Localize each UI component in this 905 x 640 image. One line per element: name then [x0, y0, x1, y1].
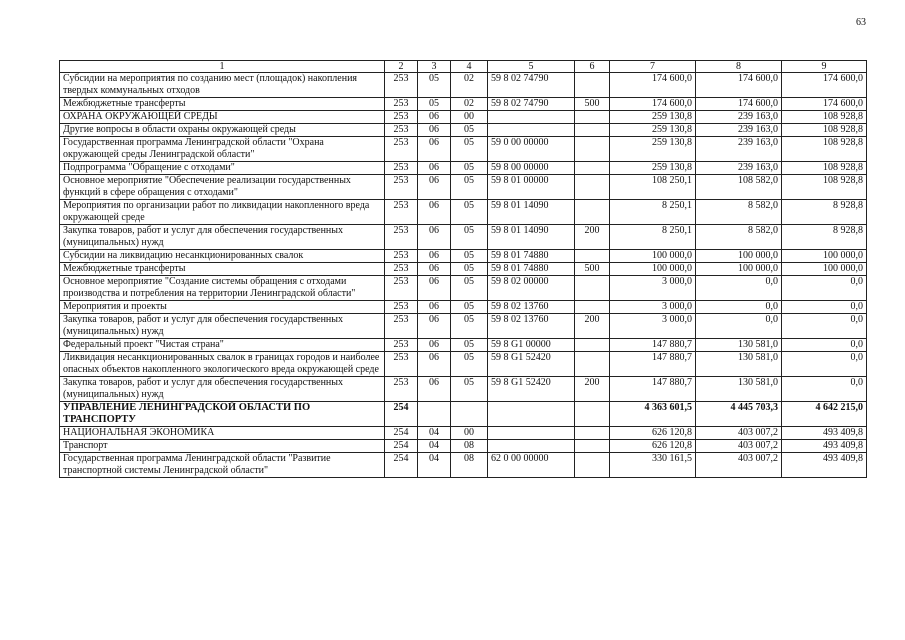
row-amount-year2: 403 007,2 — [696, 427, 782, 440]
row-expense-type: 200 — [575, 314, 610, 339]
row-expense-type: 500 — [575, 98, 610, 111]
row-subsection: 05 — [451, 377, 488, 402]
row-section: 06 — [418, 175, 451, 200]
row-expense-type — [575, 200, 610, 225]
row-name: Межбюджетные трансферты — [60, 263, 385, 276]
row-target-article: 59 8 01 74880 — [488, 263, 575, 276]
row-section: 06 — [418, 124, 451, 137]
row-name: УПРАВЛЕНИЕ ЛЕНИНГРАДСКОЙ ОБЛАСТИ ПО ТРАНСПОРТУ — [60, 402, 385, 427]
row-amount-year2: 239 163,0 — [696, 137, 782, 162]
row-subsection: 05 — [451, 162, 488, 175]
row-target-article: 62 0 00 00000 — [488, 453, 575, 478]
row-amount-year2: 8 582,0 — [696, 225, 782, 250]
row-ministry-code: 253 — [385, 250, 418, 263]
row-target-article: 59 8 01 74880 — [488, 250, 575, 263]
row-expense-type — [575, 402, 610, 427]
row-ministry-code: 253 — [385, 276, 418, 301]
row-section: 06 — [418, 263, 451, 276]
table-row — [60, 124, 867, 137]
header-row — [60, 61, 867, 73]
row-subsection: 05 — [451, 200, 488, 225]
row-amount-year3: 174 600,0 — [782, 73, 867, 98]
row-name: Государственная программа Ленинградской области "Развитие транспортной системы Ленинградской области" — [60, 453, 385, 478]
row-ministry-code: 253 — [385, 225, 418, 250]
row-amount-year2: 100 000,0 — [696, 263, 782, 276]
row-expense-type — [575, 352, 610, 377]
row-amount-year2: 130 581,0 — [696, 352, 782, 377]
row-amount-year2: 174 600,0 — [696, 73, 782, 98]
row-target-article: 59 8 02 74790 — [488, 98, 575, 111]
row-subsection: 02 — [451, 98, 488, 111]
row-name: Мероприятия по организации работ по ликвидации накопленного вреда окружающей среде — [60, 200, 385, 225]
row-section: 05 — [418, 98, 451, 111]
table-row — [60, 453, 867, 478]
row-ministry-code: 253 — [385, 377, 418, 402]
row-subsection: 02 — [451, 73, 488, 98]
row-amount-year1: 3 000,0 — [610, 301, 696, 314]
row-target-article: 59 0 00 00000 — [488, 137, 575, 162]
row-amount-year3: 493 409,8 — [782, 440, 867, 453]
row-target-article: 59 8 G1 00000 — [488, 339, 575, 352]
col-header-7: 7 — [610, 61, 696, 73]
row-amount-year1: 259 130,8 — [610, 111, 696, 124]
row-ministry-code: 254 — [385, 427, 418, 440]
row-subsection: 08 — [451, 440, 488, 453]
row-expense-type — [575, 250, 610, 263]
table-row — [60, 314, 867, 339]
row-amount-year2: 174 600,0 — [696, 98, 782, 111]
table-row — [60, 402, 867, 427]
row-amount-year2: 239 163,0 — [696, 124, 782, 137]
table-row — [60, 200, 867, 225]
row-amount-year1: 259 130,8 — [610, 137, 696, 162]
row-subsection: 08 — [451, 453, 488, 478]
row-amount-year2: 130 581,0 — [696, 377, 782, 402]
row-ministry-code: 253 — [385, 352, 418, 377]
row-amount-year3: 108 928,8 — [782, 175, 867, 200]
row-amount-year1: 330 161,5 — [610, 453, 696, 478]
row-amount-year1: 147 880,7 — [610, 339, 696, 352]
row-target-article: 59 8 G1 52420 — [488, 352, 575, 377]
row-amount-year2: 4 445 703,3 — [696, 402, 782, 427]
table-row — [60, 339, 867, 352]
row-ministry-code: 253 — [385, 73, 418, 98]
row-expense-type: 200 — [575, 377, 610, 402]
row-section: 06 — [418, 301, 451, 314]
row-section: 06 — [418, 276, 451, 301]
row-expense-type — [575, 124, 610, 137]
row-subsection: 05 — [451, 314, 488, 339]
row-target-article: 59 8 02 74790 — [488, 73, 575, 98]
row-amount-year1: 174 600,0 — [610, 98, 696, 111]
row-target-article: 59 8 G1 52420 — [488, 377, 575, 402]
table-row — [60, 301, 867, 314]
row-amount-year3: 108 928,8 — [782, 124, 867, 137]
row-section: 06 — [418, 137, 451, 162]
row-name: Подпрограмма "Обращение с отходами" — [60, 162, 385, 175]
row-expense-type — [575, 276, 610, 301]
row-expense-type: 200 — [575, 225, 610, 250]
row-amount-year2: 130 581,0 — [696, 339, 782, 352]
row-name: Закупка товаров, работ и услуг для обеспечения государственных (муниципальных) нужд — [60, 314, 385, 339]
row-name: Федеральный проект "Чистая страна" — [60, 339, 385, 352]
row-name: Транспорт — [60, 440, 385, 453]
row-amount-year1: 626 120,8 — [610, 440, 696, 453]
row-name: Закупка товаров, работ и услуг для обеспечения государственных (муниципальных) нужд — [60, 225, 385, 250]
row-expense-type — [575, 137, 610, 162]
row-subsection: 05 — [451, 339, 488, 352]
row-ministry-code: 253 — [385, 111, 418, 124]
col-header-3: 3 — [418, 61, 451, 73]
row-subsection: 05 — [451, 137, 488, 162]
row-ministry-code: 253 — [385, 162, 418, 175]
row-section: 06 — [418, 111, 451, 124]
row-name: НАЦИОНАЛЬНАЯ ЭКОНОМИКА — [60, 427, 385, 440]
row-subsection — [451, 402, 488, 427]
table-row — [60, 352, 867, 377]
row-subsection: 05 — [451, 263, 488, 276]
row-subsection: 05 — [451, 250, 488, 263]
row-amount-year1: 8 250,1 — [610, 225, 696, 250]
row-amount-year3: 100 000,0 — [782, 250, 867, 263]
row-amount-year3: 493 409,8 — [782, 427, 867, 440]
row-target-article — [488, 427, 575, 440]
row-amount-year1: 626 120,8 — [610, 427, 696, 440]
row-section: 06 — [418, 250, 451, 263]
row-target-article: 59 8 02 13760 — [488, 314, 575, 339]
row-name: Межбюджетные трансферты — [60, 98, 385, 111]
row-name: Ликвидация несанкционированных свалок в границах городов и наиболее опасных объектов накопленного экологического вреда окружающей среде — [60, 352, 385, 377]
row-section: 06 — [418, 200, 451, 225]
row-amount-year2: 0,0 — [696, 314, 782, 339]
row-expense-type — [575, 175, 610, 200]
row-amount-year3: 0,0 — [782, 377, 867, 402]
row-amount-year3: 108 928,8 — [782, 137, 867, 162]
row-amount-year3: 0,0 — [782, 352, 867, 377]
row-name: Субсидии на мероприятия по созданию мест (площадок) накопления твердых коммунальных отходов — [60, 73, 385, 98]
col-header-1: 1 — [60, 61, 385, 73]
row-target-article — [488, 402, 575, 427]
row-section: 06 — [418, 339, 451, 352]
row-amount-year1: 108 250,1 — [610, 175, 696, 200]
row-target-article: 59 8 02 00000 — [488, 276, 575, 301]
row-target-article — [488, 111, 575, 124]
row-subsection: 05 — [451, 124, 488, 137]
row-amount-year2: 239 163,0 — [696, 111, 782, 124]
budget-table — [59, 60, 867, 478]
table-row — [60, 377, 867, 402]
row-subsection: 00 — [451, 111, 488, 124]
row-amount-year1: 147 880,7 — [610, 352, 696, 377]
row-ministry-code: 254 — [385, 453, 418, 478]
row-ministry-code: 253 — [385, 339, 418, 352]
row-name: ОХРАНА ОКРУЖАЮЩЕЙ СРЕДЫ — [60, 111, 385, 124]
row-section: 06 — [418, 225, 451, 250]
row-section: 06 — [418, 377, 451, 402]
row-amount-year1: 100 000,0 — [610, 250, 696, 263]
table-row — [60, 175, 867, 200]
table-row — [60, 111, 867, 124]
row-subsection: 05 — [451, 352, 488, 377]
row-name: Основное мероприятие "Обеспечение реализации государственных функций в сфере обращения с отходами" — [60, 175, 385, 200]
row-amount-year1: 4 363 601,5 — [610, 402, 696, 427]
row-expense-type — [575, 440, 610, 453]
col-header-9: 9 — [782, 61, 867, 73]
row-amount-year3: 108 928,8 — [782, 162, 867, 175]
row-section — [418, 402, 451, 427]
row-amount-year2: 8 582,0 — [696, 200, 782, 225]
row-target-article: 59 8 00 00000 — [488, 162, 575, 175]
table-row — [60, 137, 867, 162]
row-ministry-code: 253 — [385, 124, 418, 137]
row-subsection: 05 — [451, 301, 488, 314]
row-amount-year3: 0,0 — [782, 276, 867, 301]
row-amount-year3: 0,0 — [782, 301, 867, 314]
row-target-article — [488, 124, 575, 137]
row-amount-year3: 493 409,8 — [782, 453, 867, 478]
page-number: 63 — [856, 17, 866, 28]
row-section: 05 — [418, 73, 451, 98]
row-expense-type — [575, 73, 610, 98]
row-target-article: 59 8 01 14090 — [488, 225, 575, 250]
table-row — [60, 263, 867, 276]
row-expense-type — [575, 339, 610, 352]
row-amount-year3: 0,0 — [782, 314, 867, 339]
row-amount-year2: 108 582,0 — [696, 175, 782, 200]
table-row — [60, 276, 867, 301]
col-header-4: 4 — [451, 61, 488, 73]
row-amount-year3: 8 928,8 — [782, 200, 867, 225]
row-name: Государственная программа Ленинградской области "Охрана окружающей среды Ленинградской области" — [60, 137, 385, 162]
row-section: 04 — [418, 453, 451, 478]
row-expense-type — [575, 427, 610, 440]
row-section: 06 — [418, 162, 451, 175]
row-amount-year3: 174 600,0 — [782, 98, 867, 111]
row-name: Основное мероприятие "Создание системы обращения с отходами производства и потребления на территории Ленинградской области" — [60, 276, 385, 301]
table-row — [60, 98, 867, 111]
row-amount-year1: 259 130,8 — [610, 162, 696, 175]
row-ministry-code: 253 — [385, 263, 418, 276]
row-section: 04 — [418, 427, 451, 440]
row-amount-year3: 0,0 — [782, 339, 867, 352]
table-row — [60, 162, 867, 175]
row-amount-year1: 147 880,7 — [610, 377, 696, 402]
row-amount-year3: 8 928,8 — [782, 225, 867, 250]
row-ministry-code: 254 — [385, 440, 418, 453]
row-expense-type — [575, 301, 610, 314]
table-row — [60, 225, 867, 250]
row-subsection: 00 — [451, 427, 488, 440]
row-amount-year2: 403 007,2 — [696, 453, 782, 478]
row-expense-type — [575, 453, 610, 478]
row-section: 04 — [418, 440, 451, 453]
row-target-article: 59 8 02 13760 — [488, 301, 575, 314]
row-amount-year1: 259 130,8 — [610, 124, 696, 137]
row-ministry-code: 253 — [385, 175, 418, 200]
row-amount-year2: 0,0 — [696, 276, 782, 301]
row-ministry-code: 253 — [385, 301, 418, 314]
table-row — [60, 427, 867, 440]
row-amount-year2: 239 163,0 — [696, 162, 782, 175]
row-ministry-code: 253 — [385, 137, 418, 162]
row-ministry-code: 253 — [385, 200, 418, 225]
table-row — [60, 440, 867, 453]
col-header-5: 5 — [488, 61, 575, 73]
col-header-8: 8 — [696, 61, 782, 73]
row-amount-year2: 0,0 — [696, 301, 782, 314]
row-subsection: 05 — [451, 276, 488, 301]
row-name: Закупка товаров, работ и услуг для обеспечения государственных (муниципальных) нужд — [60, 377, 385, 402]
row-ministry-code: 254 — [385, 402, 418, 427]
row-amount-year1: 8 250,1 — [610, 200, 696, 225]
row-ministry-code: 253 — [385, 98, 418, 111]
row-amount-year1: 3 000,0 — [610, 314, 696, 339]
row-amount-year3: 108 928,8 — [782, 111, 867, 124]
row-target-article — [488, 440, 575, 453]
row-amount-year1: 3 000,0 — [610, 276, 696, 301]
row-expense-type — [575, 111, 610, 124]
row-name: Субсидии на ликвидацию несанкционированных свалок — [60, 250, 385, 263]
table-row — [60, 250, 867, 263]
row-name: Другие вопросы в области охраны окружающей среды — [60, 124, 385, 137]
row-expense-type: 500 — [575, 263, 610, 276]
row-amount-year2: 403 007,2 — [696, 440, 782, 453]
row-subsection: 05 — [451, 175, 488, 200]
row-target-article: 59 8 01 14090 — [488, 200, 575, 225]
row-target-article: 59 8 01 00000 — [488, 175, 575, 200]
row-amount-year3: 100 000,0 — [782, 263, 867, 276]
row-subsection: 05 — [451, 225, 488, 250]
row-section: 06 — [418, 314, 451, 339]
row-amount-year1: 174 600,0 — [610, 73, 696, 98]
row-ministry-code: 253 — [385, 314, 418, 339]
row-expense-type — [575, 162, 610, 175]
row-section: 06 — [418, 352, 451, 377]
row-name: Мероприятия и проекты — [60, 301, 385, 314]
row-amount-year3: 4 642 215,0 — [782, 402, 867, 427]
row-amount-year1: 100 000,0 — [610, 263, 696, 276]
table-row — [60, 73, 867, 98]
row-amount-year2: 100 000,0 — [696, 250, 782, 263]
col-header-2: 2 — [385, 61, 418, 73]
col-header-6: 6 — [575, 61, 610, 73]
